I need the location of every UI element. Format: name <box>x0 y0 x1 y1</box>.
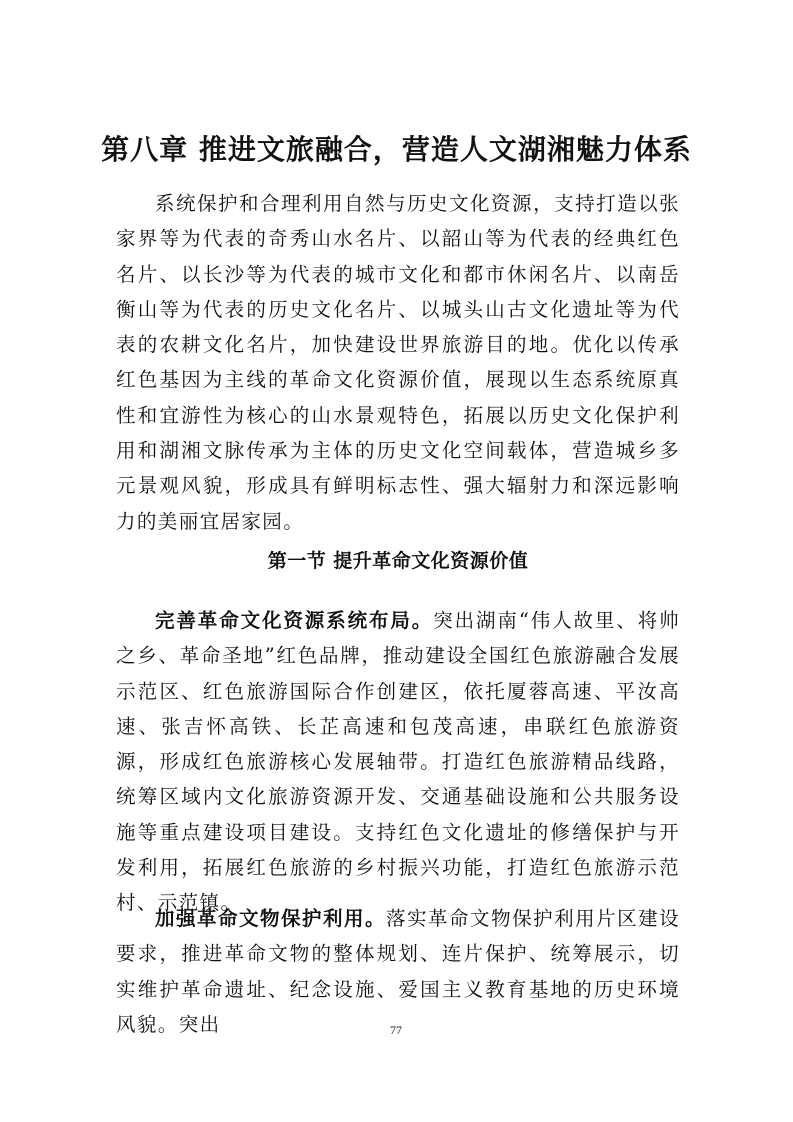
intro-paragraph: 系统保护和合理利用自然与历史文化资源，支持打造以张家界等为代表的奇秀山水名片、以韶山等为代表的经典红色名片、以长沙等为代表的城市文化和都市休闲名片、以南岳衡山等为代表的历史文化名片、以城头山古文化遗址等为代表的农耕文化名片，加快建设世界旅游目的地。优化以传承红色基因为主线的革命文化资源价值，展现以生态系统原真性和宜游性为核心的山水景观特色，拓展以历史文化保护利用和湖湘文脉传承为主体的历史文化空间载体，营造城乡多元景观风貌，形成具有鲜明标志性、强大辐射力和深远影响力的美丽宜居家园。 <box>116 192 680 533</box>
section-title: 第一节 提升革命文化资源价值 <box>267 550 529 572</box>
body-paragraph-protection <box>116 901 680 1042</box>
paragraph-body-layout: 突出湖南“伟人故里、将帅之乡、革命圣地”红色品牌，推动建设全国红色旅游融合发展示范区、红色旅游国际合作创建区，依托厦蓉高速、平汝高速、张吉怀高铁、长芷高速和包茂高速，串联红色旅游资源，形成红色旅游核心发展轴带。打造红色旅游精品线路，统筹区域内文化旅游资源开发、交通基础设施和公共服务设施等重点建设项目建设。支持红色文化遗址的修缮保护与开发利用，拓展红色旅游的乡村振兴功能，打造红色旅游示范村、示范镇。 <box>116 609 680 915</box>
page-number: 77 <box>390 1023 402 1037</box>
paragraph-lead-protection: 加强革命文物保护利用。 <box>155 907 387 930</box>
paragraph-lead-layout: 完善革命文化资源系统布局。 <box>155 609 434 632</box>
paragraph-body-protection: 落实革命文物保护利用片区建设要求，推进革命文物的整体规划、连片保护、统筹展示，切实维护革命遗址、纪念设施、爱国主义教育基地的历史环境风貌。突出 <box>116 907 680 1036</box>
chapter-title: 第八章 推进文旅融合，营造人文湖湘魅力体系 <box>101 133 692 166</box>
body-paragraph-layout <box>116 603 680 921</box>
